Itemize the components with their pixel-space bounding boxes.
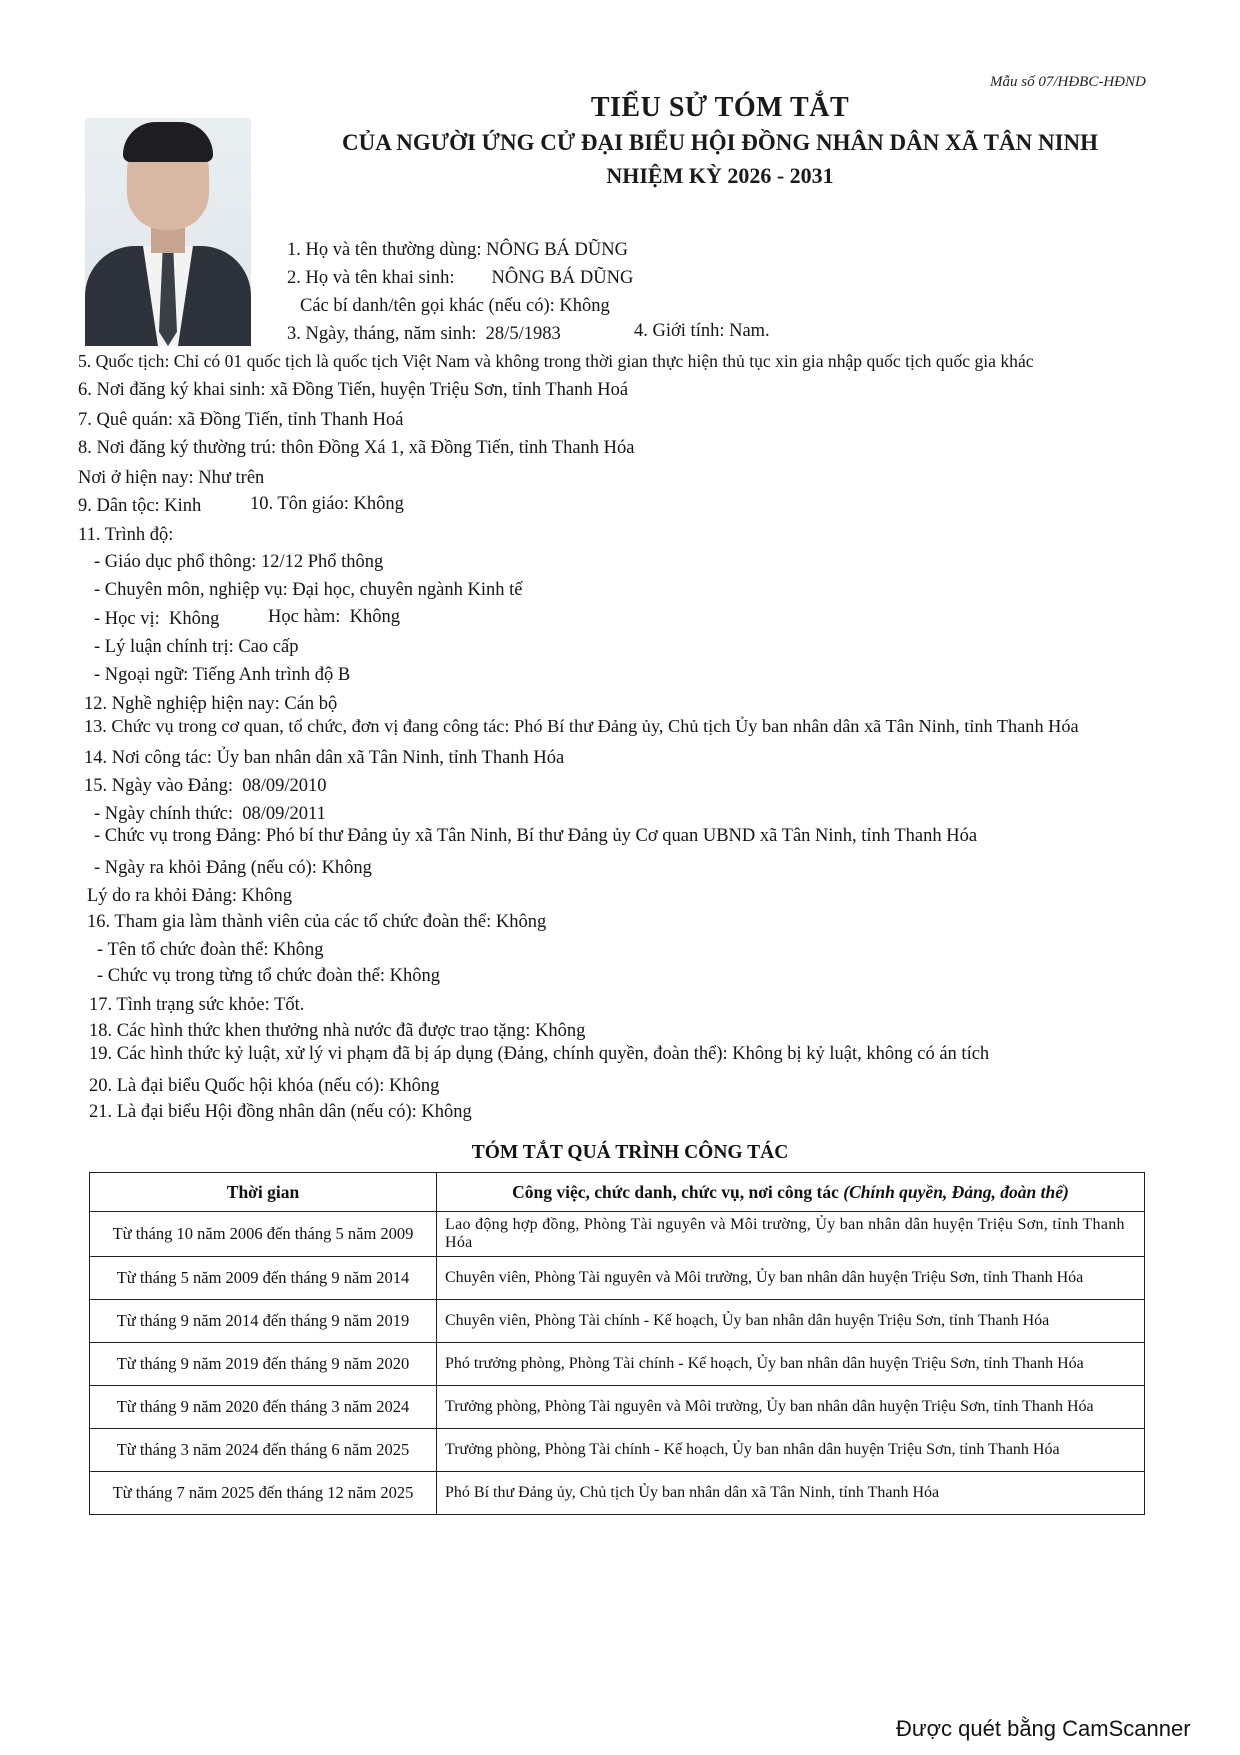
bio-line-birth-registration: 6. Nơi đăng ký khai sinh: xã Đồng Tiến, huyện Triệu Sơn, tỉnh Thanh Hoá bbox=[78, 380, 629, 400]
bio-line-national-assembly: 20. Là đại biểu Quốc hội khóa (nếu có): Không bbox=[89, 1076, 440, 1096]
row-time: Từ tháng 7 năm 2025 đến tháng 12 năm 2025 bbox=[90, 1472, 437, 1515]
row-job: Chuyên viên, Phòng Tài chính - Kế hoạch, Ủy ban nhân dân huyện Triệu Sơn, tỉnh Thanh Hóa bbox=[437, 1300, 1145, 1343]
bio-line-academic-title: Học hàm: Không bbox=[268, 607, 401, 627]
table-row bbox=[90, 1212, 1145, 1257]
bio-line-occupation: 12. Nghề nghiệp hiện nay: Cán bộ bbox=[84, 694, 338, 714]
bio-line-gender: 4. Giới tính: Nam. bbox=[634, 321, 770, 341]
table-row bbox=[90, 1429, 1145, 1472]
bio-line-full-name: 1. Họ và tên thường dùng: NÔNG BÁ DŨNG bbox=[287, 240, 628, 260]
row-time: Từ tháng 9 năm 2020 đến tháng 3 năm 2024 bbox=[90, 1386, 437, 1429]
bio-line-awards: 18. Các hình thức khen thưởng nhà nước đã được trao tặng: Không bbox=[89, 1021, 586, 1041]
scanner-watermark: Được quét bằng CamScanner bbox=[896, 1716, 1191, 1741]
bio-line-ethnicity: 9. Dân tộc: Kinh bbox=[78, 496, 202, 516]
row-job: Trưởng phòng, Phòng Tài nguyên và Môi trường, Ủy ban nhân dân huyện Triệu Sơn, tỉnh Thanh Hóa bbox=[437, 1386, 1145, 1429]
table-row bbox=[90, 1386, 1145, 1429]
table-row bbox=[90, 1343, 1145, 1386]
bio-line-party-exit-reason: Lý do ra khỏi Đảng: Không bbox=[87, 886, 293, 906]
bio-line-organization-position: - Chức vụ trong từng tổ chức đoàn thể: Không bbox=[97, 966, 440, 986]
portrait-photo bbox=[85, 118, 251, 346]
bio-line-specialization: - Chuyên môn, nghiệp vụ: Đại học, chuyên ngành Kinh tế bbox=[94, 580, 523, 600]
bio-line-party-position: - Chức vụ trong Đảng: Phó bí thư Đảng ủy xã Tân Ninh, Bí thư Đảng ủy Cơ quan UBND xã Tân Ninh, tỉnh Thanh Hóa bbox=[94, 826, 978, 846]
bio-line-current-residence: Nơi ở hiện nay: Như trên bbox=[78, 468, 265, 488]
bio-line-general-education: - Giáo dục phổ thông: 12/12 Phổ thông bbox=[94, 552, 384, 572]
header-job bbox=[437, 1173, 1145, 1212]
bio-line-foreign-language: - Ngoại ngữ: Tiếng Anh trình độ B bbox=[94, 665, 351, 685]
row-time: Từ tháng 9 năm 2019 đến tháng 9 năm 2020 bbox=[90, 1343, 437, 1386]
bio-line-hometown: 7. Quê quán: xã Đồng Tiến, tỉnh Thanh Hoá bbox=[78, 410, 404, 430]
header-job-text: Công việc, chức danh, chức vụ, nơi công tác bbox=[512, 1181, 844, 1202]
bio-line-education-heading: 11. Trình độ: bbox=[78, 525, 174, 545]
table-row bbox=[90, 1472, 1145, 1515]
bio-line-organization-name: - Tên tổ chức đoàn thể: Không bbox=[97, 940, 324, 960]
table-row bbox=[90, 1257, 1145, 1300]
row-time: Từ tháng 10 năm 2006 đến tháng 5 năm 2009 bbox=[90, 1212, 437, 1257]
work-history-table bbox=[89, 1172, 1145, 1515]
header-time: Thời gian bbox=[90, 1173, 437, 1212]
bio-line-degree: - Học vị: Không bbox=[94, 609, 220, 629]
bio-line-alias: Các bí danh/tên gọi khác (nếu có): Không bbox=[300, 296, 610, 316]
bio-line-nationality: 5. Quốc tịch: Chỉ có 01 quốc tịch là quốc tịch Việt Nam và không trong thời gian thực hiện thủ tục xin gia nhập quốc tịch quốc gia khác bbox=[78, 351, 1034, 371]
bio-line-birth-date: 3. Ngày, tháng, năm sinh: 28/5/1983 bbox=[287, 324, 561, 344]
bio-line-official-date: - Ngày chính thức: 08/09/2011 bbox=[94, 804, 326, 824]
bio-line-position: 13. Chức vụ trong cơ quan, tổ chức, đơn vị đang công tác: Phó Bí thư Đảng ủy, Chủ tịch Ủy ban nhân dân xã Tân Ninh, tỉnh Thanh Hóa bbox=[84, 716, 1079, 736]
bio-line-health: 17. Tình trạng sức khỏe: Tốt. bbox=[89, 995, 305, 1015]
row-time: Từ tháng 3 năm 2024 đến tháng 6 năm 2025 bbox=[90, 1429, 437, 1472]
work-history-title: TÓM TẮT QUÁ TRÌNH CÔNG TÁC bbox=[471, 1142, 789, 1163]
bio-line-peoples-council: 21. Là đại biểu Hội đồng nhân dân (nếu có): Không bbox=[89, 1102, 472, 1122]
bio-line-discipline: 19. Các hình thức kỷ luật, xử lý vi phạm đã bị áp dụng (Đảng, chính quyền, đoàn thể): Không bị kỷ luật, không có án tích bbox=[89, 1044, 990, 1064]
bio-line-religion: 10. Tôn giáo: Không bbox=[250, 494, 404, 514]
document-title: TIỂU SỬ TÓM TẮT bbox=[590, 92, 850, 123]
bio-line-organizations: 16. Tham gia làm thành viên của các tổ chức đoàn thể: Không bbox=[87, 912, 547, 932]
bio-line-workplace: 14. Nơi công tác: Ủy ban nhân dân xã Tân Ninh, tỉnh Thanh Hóa bbox=[84, 748, 565, 768]
row-time: Từ tháng 9 năm 2014 đến tháng 9 năm 2019 bbox=[90, 1300, 437, 1343]
bio-line-political-theory: - Lý luận chính trị: Cao cấp bbox=[94, 637, 299, 657]
row-job: Phó trưởng phòng, Phòng Tài chính - Kế hoạch, Ủy ban nhân dân huyện Triệu Sơn, tỉnh Thanh Hóa bbox=[437, 1343, 1145, 1386]
bio-line-birth-name: 2. Họ và tên khai sinh: NÔNG BÁ DŨNG bbox=[287, 268, 634, 288]
row-job: Lao động hợp đồng, Phòng Tài nguyên và Môi trường, Ủy ban nhân dân huyện Triệu Sơn, tỉnh Thanh Hóa bbox=[437, 1212, 1145, 1257]
row-job: Trưởng phòng, Phòng Tài chính - Kế hoạch, Ủy ban nhân dân huyện Triệu Sơn, tỉnh Thanh Hóa bbox=[437, 1429, 1145, 1472]
header-job-italic: (Chính quyền, Đảng, đoàn thể) bbox=[843, 1181, 1069, 1202]
document-subtitle: CỦA NGƯỜI ỨNG CỬ ĐẠI BIỂU HỘI ĐỒNG NHÂN DÂN XÃ TÂN NINH bbox=[341, 130, 1099, 155]
row-time: Từ tháng 5 năm 2009 đến tháng 9 năm 2014 bbox=[90, 1257, 437, 1300]
row-job: Chuyên viên, Phòng Tài nguyên và Môi trường, Ủy ban nhân dân huyện Triệu Sơn, tỉnh Thanh Hóa bbox=[437, 1257, 1145, 1300]
bio-line-permanent-residence: 8. Nơi đăng ký thường trú: thôn Đồng Xá 1, xã Đồng Tiến, tỉnh Thanh Hóa bbox=[78, 438, 635, 458]
term-heading: NHIỆM KỲ 2026 - 2031 bbox=[606, 163, 834, 188]
table-header-row bbox=[90, 1173, 1145, 1212]
table-row bbox=[90, 1300, 1145, 1343]
form-code: Mẫu số 07/HĐBC-HĐND bbox=[990, 74, 1146, 90]
bio-line-party-join-date: 15. Ngày vào Đảng: 08/09/2010 bbox=[84, 776, 327, 796]
row-job: Phó Bí thư Đảng ủy, Chủ tịch Ủy ban nhân dân xã Tân Ninh, tỉnh Thanh Hóa bbox=[437, 1472, 1145, 1515]
bio-line-party-exit-date: - Ngày ra khỏi Đảng (nếu có): Không bbox=[94, 858, 372, 878]
